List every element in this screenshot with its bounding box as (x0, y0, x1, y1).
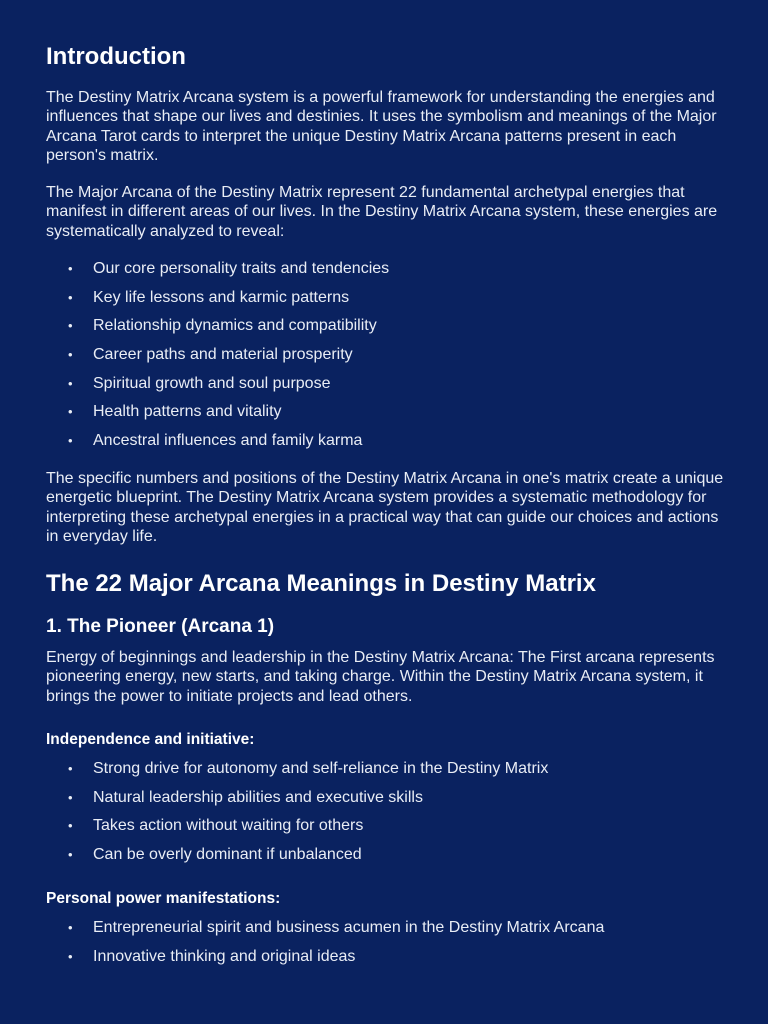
intro-bullet-list (46, 259, 728, 460)
list-item: • Natural leadership abilities and executive skills (46, 788, 728, 817)
personal-power-subheading: Personal power manifestations: (46, 890, 281, 907)
list-item: • Career paths and material prosperity (46, 345, 728, 374)
independence-bullet-list (46, 759, 728, 874)
list-item: • Relationship dynamics and compatibility (46, 316, 728, 345)
list-item: • Spiritual growth and soul purpose (46, 374, 728, 403)
list-item: • Our core personality traits and tendencies (46, 259, 728, 288)
intro-paragraph-2: The Major Arcana of the Destiny Matrix represent 22 fundamental archetypal energies that manifest in different areas of our lives. In the Destiny Matrix Arcana system, these energies are systematically analyzed to reveal: (46, 184, 718, 240)
personal-power-bullet-list (46, 918, 728, 975)
list-item: • Ancestral influences and family karma (46, 431, 728, 460)
list-item: • Health patterns and vitality (46, 402, 728, 431)
intro-paragraph-1: The Destiny Matrix Arcana system is a powerful framework for understanding the energies and influences that shape our lives and destinies. It uses the symbolism and meanings of the Major Arcana Tarot cards to interpret the unique Destiny Matrix Arcana patterns present in each person's matrix. (46, 89, 717, 164)
list-item: • Key life lessons and karmic patterns (46, 288, 728, 317)
arcana-1-heading: 1. The Pioneer (Arcana 1) (46, 616, 275, 637)
list-item: • Innovative thinking and original ideas (46, 947, 728, 976)
list-item: • Can be overly dominant if unbalanced (46, 845, 728, 874)
major-arcana-heading: The 22 Major Arcana Meanings in Destiny Matrix (46, 570, 596, 597)
list-item: • Strong drive for autonomy and self-reliance in the Destiny Matrix (46, 759, 728, 788)
list-item: • Entrepreneurial spirit and business acumen in the Destiny Matrix Arcana (46, 918, 728, 947)
arcana-1-description: Energy of beginnings and leadership in the Destiny Matrix Arcana: The First arcana represents pioneering energy, new starts, and taking charge. Within the Destiny Matrix Arcana system, it brings the power to initiate projects and lead others. (46, 649, 715, 705)
independence-subheading: Independence and initiative: (46, 731, 255, 748)
intro-paragraph-3: The specific numbers and positions of the Destiny Matrix Arcana in one's matrix create a unique energetic blueprint. The Destiny Matrix Arcana system provides a systematic methodology for interpreting these archetypal energies in a practical way that can guide our choices and actions in everyday life. (46, 470, 724, 545)
list-item: • Takes action without waiting for others (46, 816, 728, 845)
introduction-heading: Introduction (46, 43, 186, 70)
